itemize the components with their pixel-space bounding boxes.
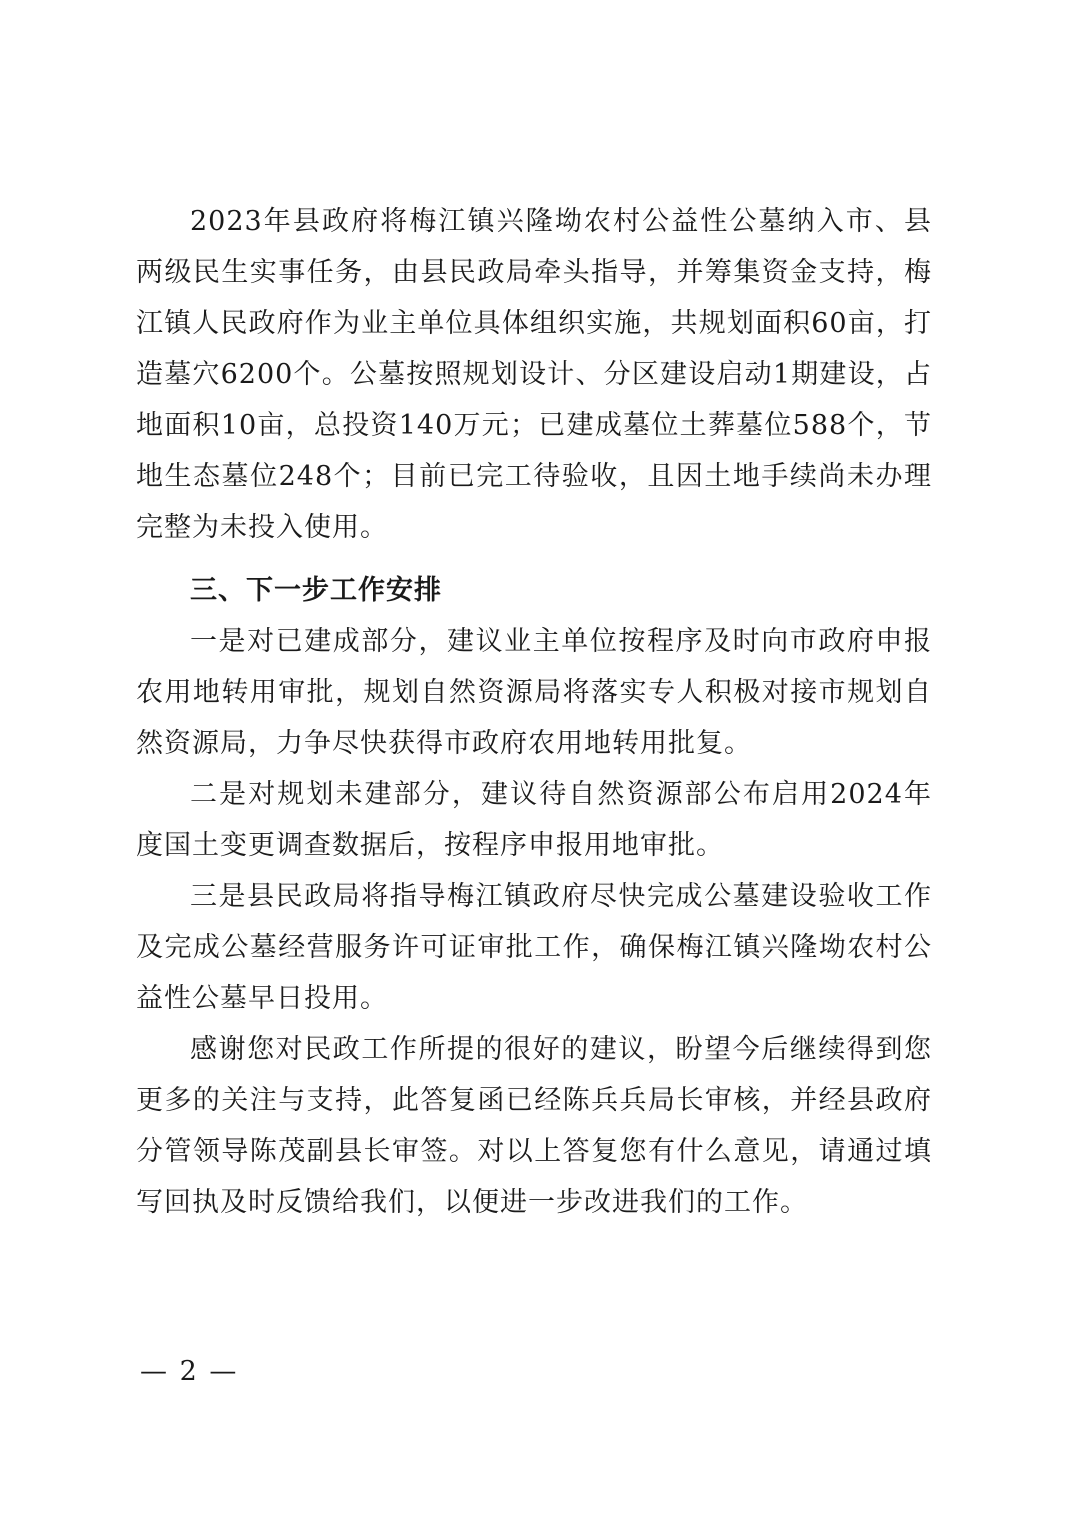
paragraph-step-two: 二是对规划未建部分，建议待自然资源部公布启用2024年度国土变更调查数据后，按程序申报用地审批。 <box>136 779 932 861</box>
page-number: — 2 — <box>140 1356 239 1387</box>
document-body <box>136 196 932 1228</box>
section-heading-next-steps: 三、下一步工作安排 <box>190 575 442 606</box>
paragraph-step-three: 三是县民政局将指导梅江镇政府尽快完成公墓建设验收工作及完成公墓经营服务许可证审批工作，确保梅江镇兴隆坳农村公益性公墓早日投用。 <box>136 881 932 1014</box>
paragraph-cemetery-status: 2023年县政府将梅江镇兴隆坳农村公益性公墓纳入市、县两级民生实事任务，由县民政局牵头指导，并筹集资金支持，梅江镇人民政府作为业主单位具体组织实施，共规划面积60亩，打造墓穴6200个。公墓按照规划设计、分区建设启动1期建设，占地面积10亩，总投资140万元；已建成墓位土葬墓位588个，节地生态墓位248个；目前已完工待验收，且因土地手续尚未办理完整为未投入使用。 <box>136 206 932 543</box>
paragraph-step-one: 一是对已建成部分，建议业主单位按程序及时向市政府申报农用地转用审批，规划自然资源局将落实专人积极对接市规划自然资源局，力争尽快获得市政府农用地转用批复。 <box>136 626 932 759</box>
paragraph-closing-thanks: 感谢您对民政工作所提的很好的建议，盼望今后继续得到您更多的关注与支持，此答复函已经陈兵兵局长审核，并经县政府分管领导陈茂副县长审签。对以上答复您有什么意见，请通过填写回执及时反馈给我们，以便进一步改进我们的工作。 <box>136 1034 932 1218</box>
